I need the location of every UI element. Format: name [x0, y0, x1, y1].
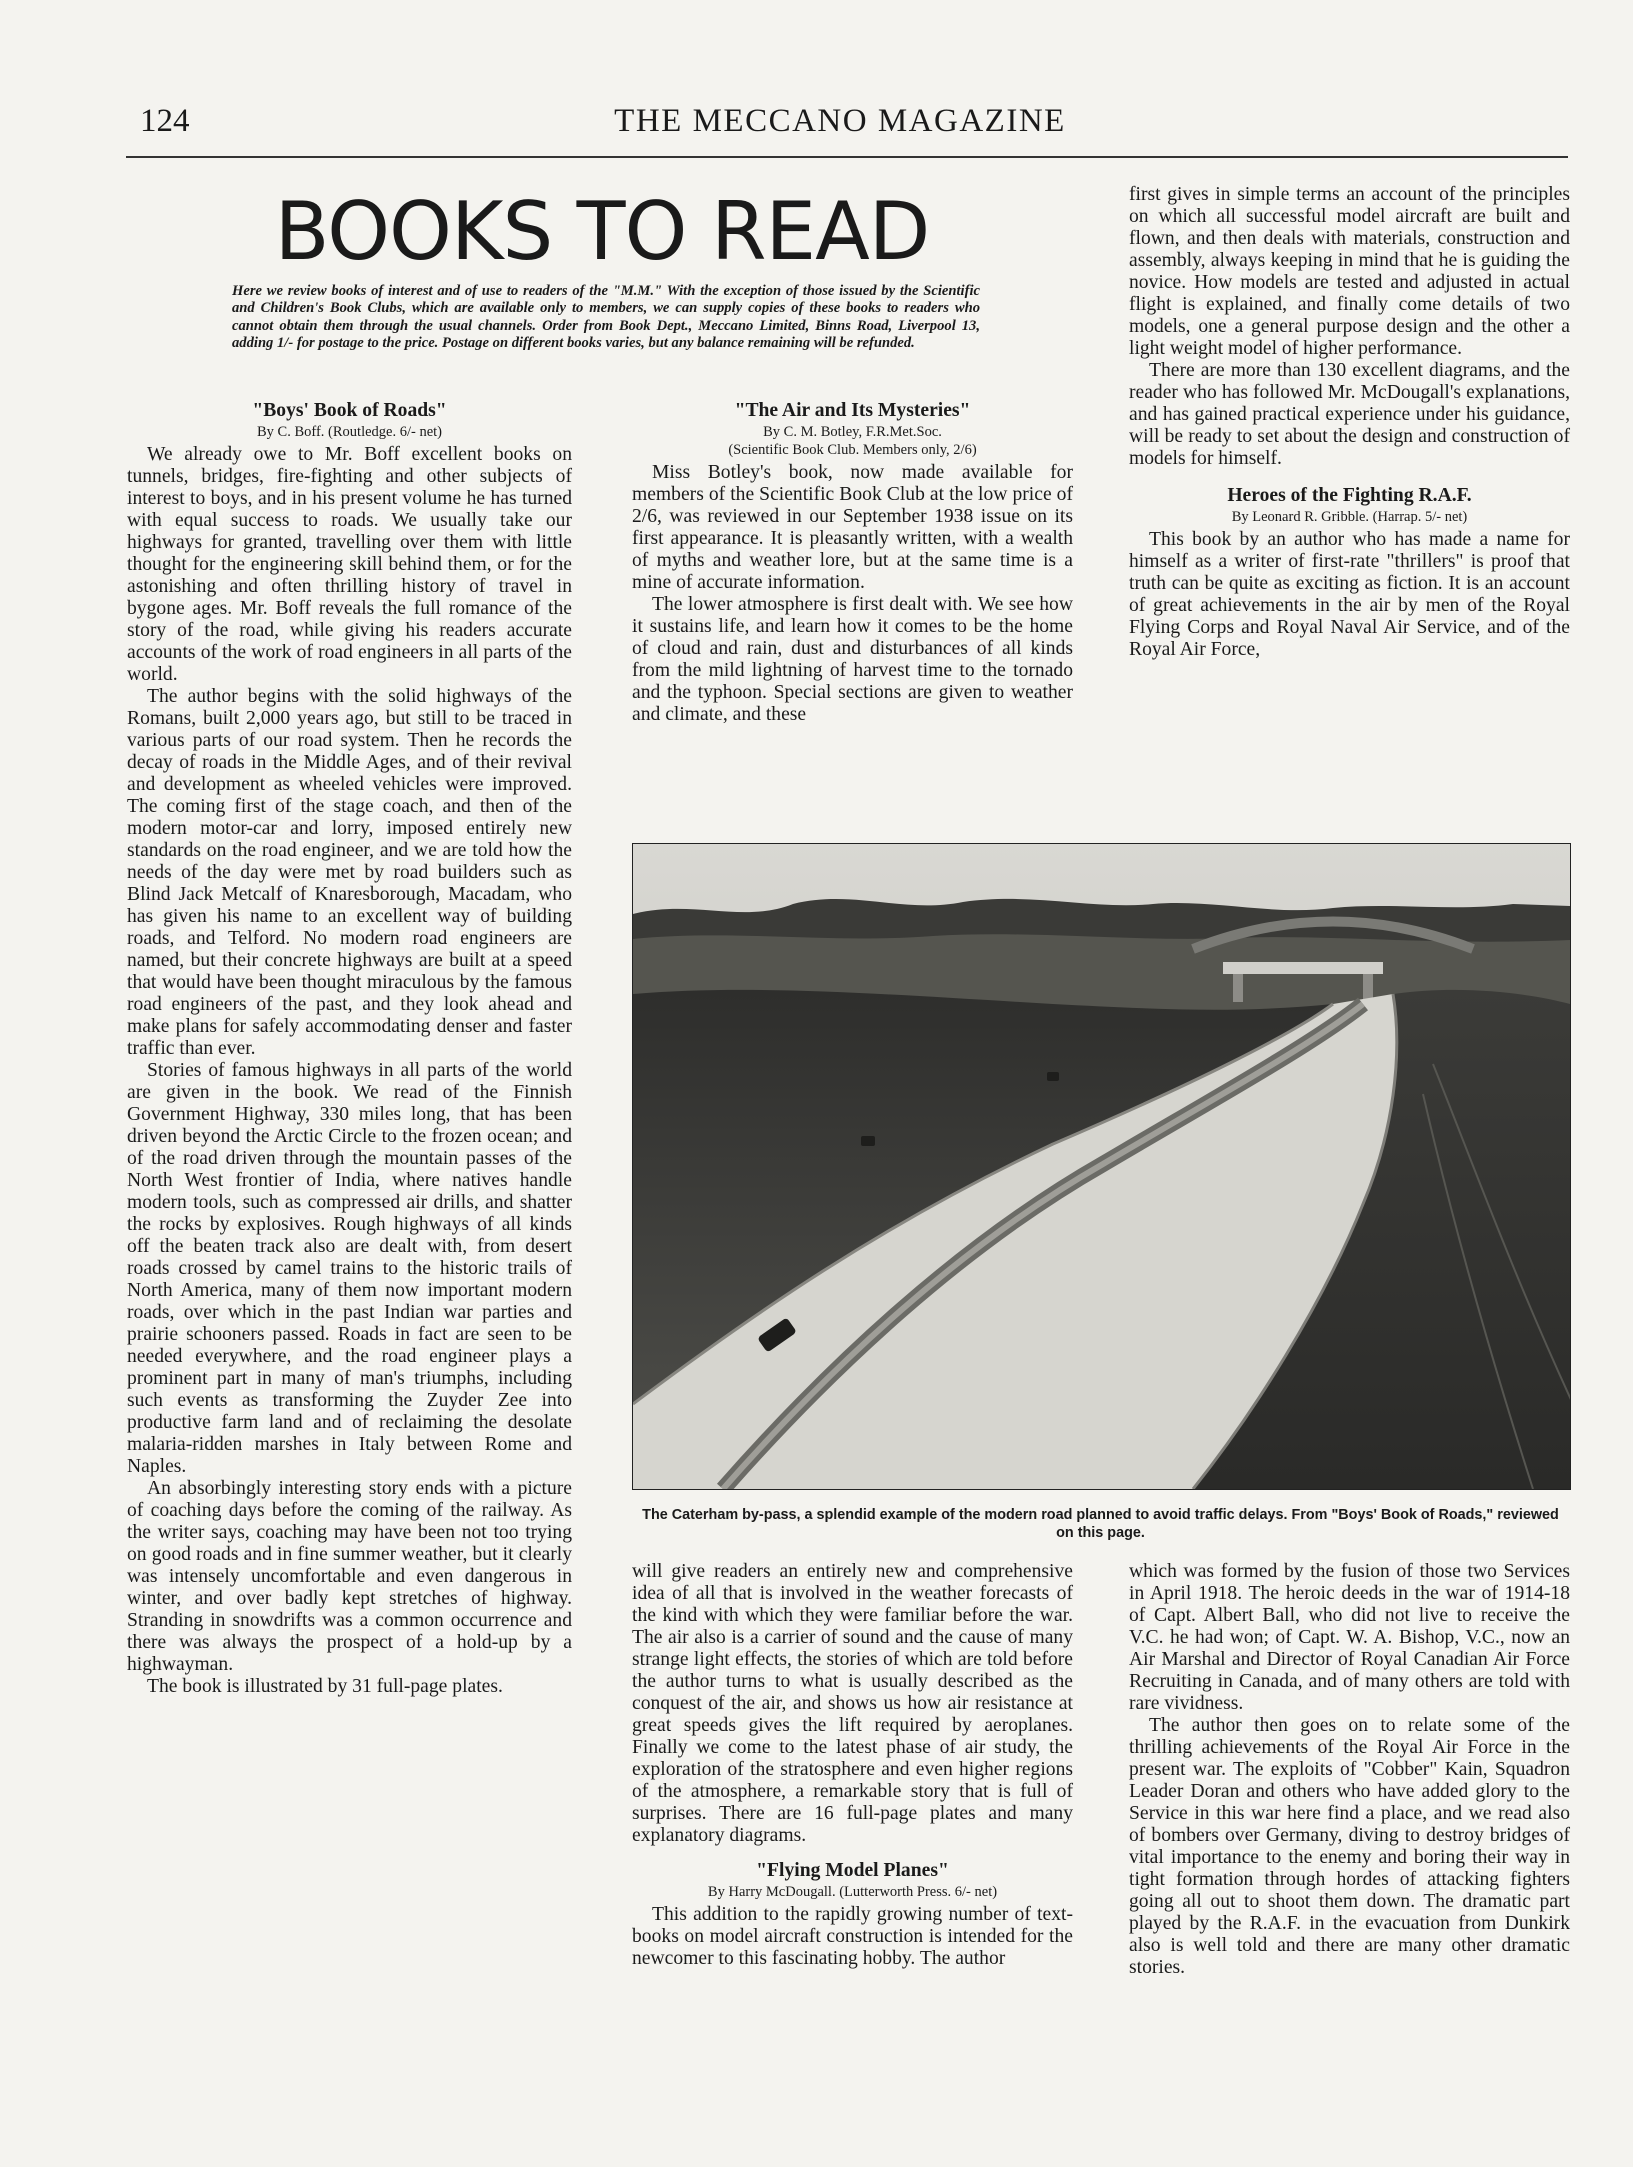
column-3-top [1129, 184, 1570, 661]
review-boys-book-of-roads [127, 399, 572, 1698]
review-paragraph: This addition to the rapidly growing number of text-books on model aircraft construction is intended for the newcomer to this fascinating hobby. The author [632, 1904, 1073, 1969]
review-title: "The Air and Its Mysteries" [734, 400, 971, 421]
review-paragraph: The lower atmosphere is first dealt with. We see how it sustains life, and learn how it comes to be the home of cloud and rain, dust and disturbances of all kinds from the mild lightning of harvest time to the tornado and the typhoon. Special sections are given to weather and climate, and these [632, 594, 1073, 725]
review-publisher: (Scientific Book Club. Members only, 2/6) [728, 442, 977, 458]
header-divider [126, 156, 1568, 158]
intro-text: Here we review books of interest and of use to readers of the "M.M." With the exception of those issued by the Scientific and Children's Book Clubs, which are available only to members, we can supply copies of these books to readers who cannot obtain them through the usual channels. Order from Book Dept., Meccano Limited, Binns Road, Liverpool 13, adding 1/- for postage to the price. Postage on different books varies, but any balance remaining will be refunded. [232, 283, 980, 352]
review-paragraph: The author begins with the solid highways of the Romans, built 2,000 years ago, but still to be traced in various parts of our road system. Then he records the decay of roads in the Middle Ages, and of their revival and development as wheeled vehicles were improved. The coming first of the stage coach, and then of the modern motor-car and lorry, imposed entirely new standards on the road engineer, and we are told how the needs of the day were met by road builders such as Blind Jack Metcalf of Knaresborough, Macadam, who has given his name to an excellent way of building roads, and Telford. No modern road engineers are named, but their concrete highways are built at a speed that would have been thought miraculous by the famous road engineers of the past, and they look ahead and make plans for safely accommodating denser and faster traffic than ever. [127, 686, 572, 1059]
review-paragraph: We already owe to Mr. Boff excellent books on tunnels, bridges, fire-fighting and other subjects of interest to boys, and in his present volume he has turned with equal success to roads. We usually take our highways for granted, travelling over them with little thought for the engineering skill behind them, or for the astonishing and often thrilling history of travel in bygone ages. Mr. Boff reveals the full romance of the story of the road, while giving his readers accurate accounts of the work of road engineers in all parts of the world. [127, 444, 572, 685]
magazine-title: THE MECCANO MAGAZINE [614, 103, 1066, 139]
review-title: "Flying Model Planes" [756, 1860, 949, 1881]
review-byline: By Harry McDougall. (Lutterworth Press. 6/- net) [707, 1884, 998, 1900]
review-byline: By C. Boff. (Routledge. 6/- net) [257, 424, 442, 440]
review-paragraph: Miss Botley's book, now made available for members of the Scientific Book Club at the low price of 2/6, was reviewed in our September 1938 issue on its first appearance. It is pleasantly written, with a wealth of myths and weather lore, but at the same time is a mine of accurate information. [632, 462, 1073, 593]
review-paragraph: The author then goes on to relate some of the thrilling achievements of the Royal Air Force in the present war. The exploits of "Cobber" Kain, Squadron Leader Doran and others who have added glory to the Service in this war here find a place, and we read also of bombers over Germany, diving to destroy bridges of vital importance to the enemy and boring their way in tight formation through hordes of attacking fighters going all out to shoot them down. The dramatic part played by the R.A.F. in the evacuation from Dunkirk also is well told and there are many other dramatic stories. [1129, 1715, 1570, 1978]
review-paragraph: first gives in simple terms an account of the principles on which all successful model aircraft are built and flown, and then deals with materials, construction and assembly, always keeping in mind that he is guiding the novice. How models are tested and adjusted in actual flight is explained, and finally come details of two models, one a general purpose design and the other a light weight model of higher performance. [1129, 184, 1570, 359]
column-3-bottom [1129, 1561, 1570, 1979]
column-2-bottom [632, 1561, 1073, 1970]
review-paragraph: will give readers an entirely new and comprehensive idea of all that is involved in the weather forecasts of the kind with which they were familiar before the war. The air also is a carrier of sound and the cause of many strange light effects, the stories of which are told before the author turns to what is usually described as the conquest of the air, and shows us how air resistance at great speeds gives the lift required by aeroplanes. Finally we come to the latest phase of air study, the exploration of the stratosphere and even higher regions of the atmosphere, a remarkable story that is full of surprises. There are 16 full-page plates and many explanatory diagrams. [632, 1561, 1073, 1846]
review-title: Heroes of the Fighting R.A.F. [1227, 485, 1472, 506]
review-title: "Boys' Book of Roads" [252, 400, 447, 421]
review-byline: By C. M. Botley, F.R.Met.Soc. [763, 424, 942, 440]
review-paragraph: Stories of famous highways in all parts of the world are given in the book. We read of the Finnish Government Highway, 330 miles long, that has been driven beyond the Arctic Circle to the frozen ocean; and of the road driven through the mountain passes of the North West frontier of India, where natives handle modern tools, such as compressed air drills, and shatter the rocks by explosives. Rough highways of all kinds off the beaten track also are dealt with, from desert roads crossed by camel trains to the historic trails of North America, many of them now important modern roads, over which in the past Indian war parties and prairie schooners passed. Roads in fact are seen to be needed everywhere, and the road engineer plays a prominent part in many of man's triumphs, including such events as transforming the Zuyder Zee into productive farm land and of reclaiming the desolate malaria-ridden marshes in Italy between Rome and Naples. [127, 1060, 572, 1477]
review-paragraph: The book is illustrated by 31 full-page plates. [147, 1676, 503, 1697]
review-paragraph: An absorbingly interesting story ends with a picture of coaching days before the coming of the railway. As the writer says, coaching may have been not too trying on good roads and in fine summer weather, but it clearly was intensely uncomfortable and even dangerous in winter, and over badly kept stretches of highway. Stranding in snowdrifts was a common occurrence and there was always the prospect of a hold-up by a highwayman. [127, 1478, 572, 1675]
road-photograph [632, 843, 1571, 1490]
review-byline: By Leonard R. Gribble. (Harrap. 5/- net) [1231, 509, 1468, 525]
review-paragraph: There are more than 130 excellent diagrams, and the reader who has followed Mr. McDougall's explanations, and has gained practical experience under his guidance, will be ready to set about the design and construction of models for himself. [1129, 360, 1570, 469]
review-air-and-its-mysteries [632, 399, 1073, 726]
page-number: 124 [140, 103, 190, 139]
photo-caption: The Caterham by-pass, a splendid example of the modern road planned to avoid traffic delays. From "Boys' Book of Roads," reviewed on this page. [642, 1507, 1559, 1541]
review-paragraph: This book by an author who has made a name for himself as a writer of first-rate "thrillers" is proof that truth can be quite as exciting as fiction. It is an account of great achievements in the air by men of the Royal Flying Corps and Royal Naval Air Service, and of the Royal Air Force, [1129, 529, 1570, 660]
review-paragraph: which was formed by the fusion of those two Services in April 1918. The heroic deeds in the war of 1914-18 of Capt. Albert Ball, who did not live to receive the V.C. he had won; of Capt. W. A. Bishop, V.C., now an Air Marshal and Director of Royal Canadian Air Force Recruiting in Canada, and of many others are told with rare vividness. [1129, 1561, 1570, 1714]
section-title: BOOKS TO READ [274, 185, 930, 278]
